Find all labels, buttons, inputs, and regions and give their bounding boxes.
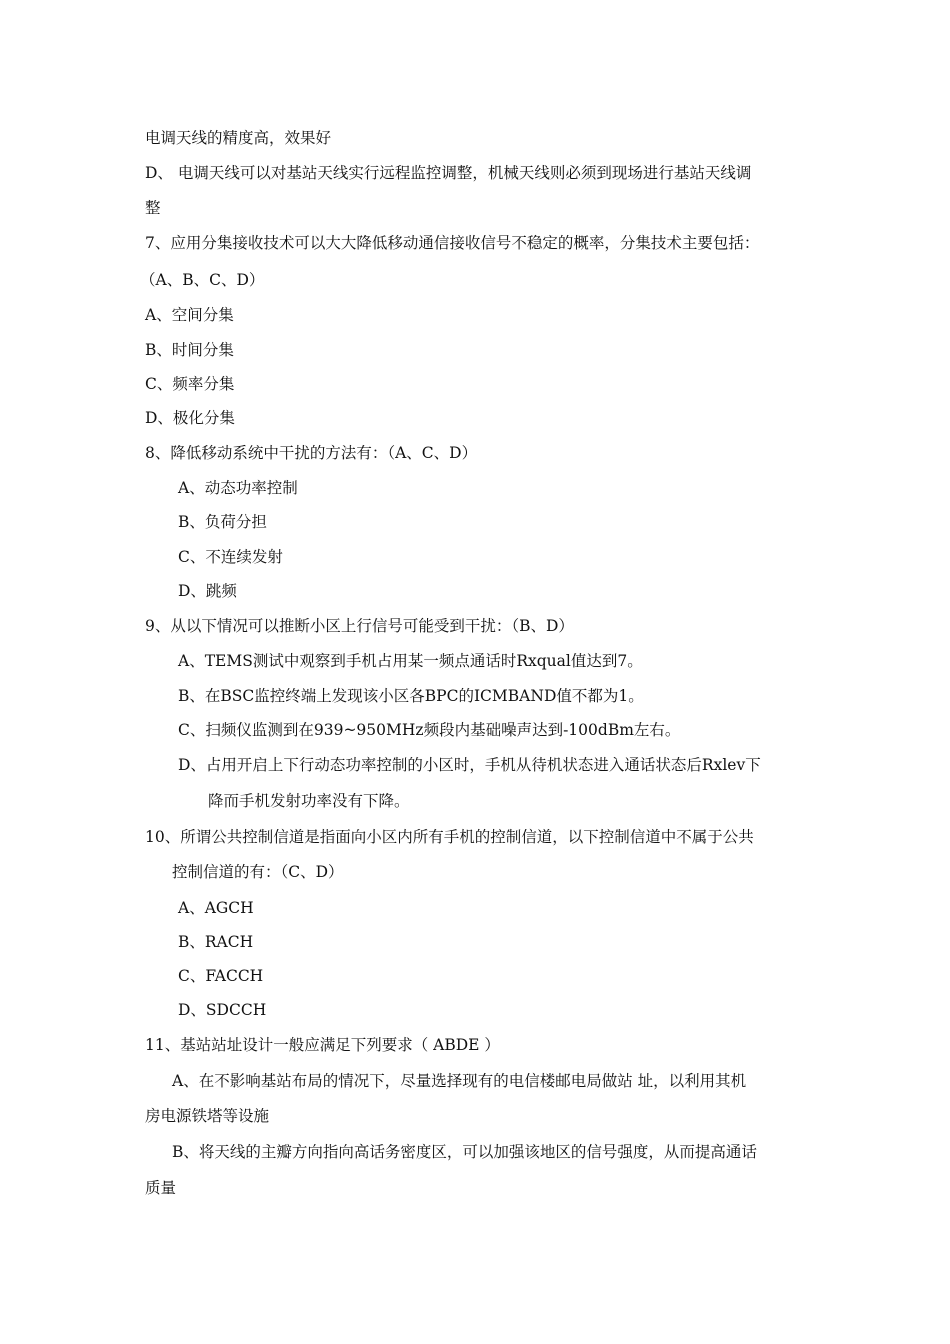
text-line-1: 电调天线的精度高，效果好 [145, 129, 332, 147]
question-8: 8、降低移动系统中干扰的方法有：（A、C、D） [145, 444, 478, 462]
q8-option-a: A、动态功率控制 [178, 479, 298, 497]
text-line-3: 整 [145, 199, 161, 217]
q9-option-c: C、扫频仪监测到在939~950MHz频段内基础噪声达到-100dBm左右。 [178, 721, 681, 739]
q7-option-c: C、频率分集 [145, 375, 235, 393]
q10-option-d: D、SDCCH [178, 1001, 267, 1019]
text-line-2: D、 电调天线可以对基站天线实行远程监控调整，机械天线则必须到现场进行基站天线调 [145, 164, 752, 182]
question-10: 10、所谓公共控制信道是指面向小区内所有手机的控制信道，以下控制信道中不属于公共 [145, 828, 754, 846]
question-7-answer: （A、B、C、D） [140, 271, 265, 289]
q11-option-b: B、将天线的主瓣方向指向高话务密度区，可以加强该地区的信号强度，从而提高通话 [172, 1143, 757, 1161]
q11-option-a-cont: 房电源铁塔等设施 [145, 1107, 270, 1125]
q7-option-d: D、极化分集 [145, 409, 235, 427]
q9-option-b: B、在BSC监控终端上发现该小区各BPC的ICMBAND值不都为1。 [178, 687, 644, 705]
question-9: 9、从以下情况可以推断小区上行信号可能受到干扰：（B、D） [145, 617, 574, 635]
q10-option-b: B、RACH [178, 933, 254, 951]
q11-option-b-cont: 质量 [145, 1179, 177, 1197]
q7-option-b: B、时间分集 [145, 341, 234, 359]
q10-option-c: C、FACCH [178, 967, 264, 985]
q8-option-c: C、不连续发射 [178, 548, 283, 566]
q9-option-d-cont: 降而手机发射功率没有下降。 [208, 792, 410, 810]
question-7: 7、应用分集接收技术可以大大降低移动通信接收信号不稳定的概率，分集技术主要包括： [145, 234, 760, 252]
q7-option-a: A、空间分集 [145, 306, 234, 324]
question-10-cont: 控制信道的有：（C、D） [172, 863, 344, 881]
q10-option-a: A、AGCH [178, 899, 254, 917]
q8-option-d: D、跳频 [178, 582, 237, 600]
q9-option-d: D、占用开启上下行动态功率控制的小区时，手机从待机状态进入通话状态后Rxlev下 [178, 756, 761, 774]
q8-option-b: B、负荷分担 [178, 513, 267, 531]
q11-option-a: A、在不影响基站布局的情况下，尽量选择现有的电信楼邮电局做站 址，以利用其机 [172, 1072, 747, 1090]
q9-option-a: A、TEMS测试中观察到手机占用某一频点通话时Rxqual值达到7。 [178, 652, 643, 670]
question-11: 11、基站站址设计一般应满足下列要求（ ABDE ） [145, 1036, 500, 1054]
